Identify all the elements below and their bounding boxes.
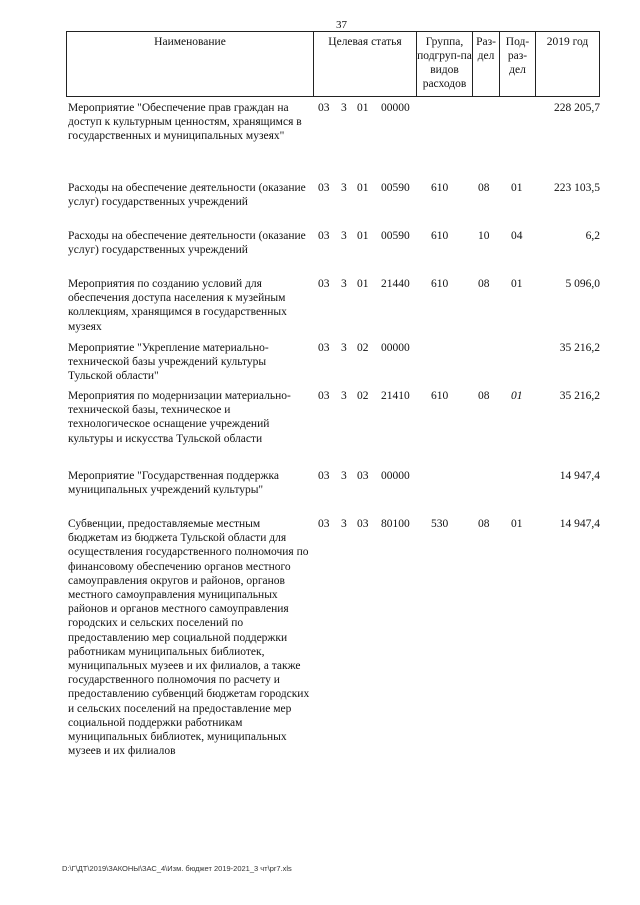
row-amount: 6,2 xyxy=(585,230,600,242)
code-event: 01 xyxy=(357,102,369,114)
code-program: 03 xyxy=(318,390,330,402)
code-subsection: 04 xyxy=(511,230,523,242)
table-row xyxy=(66,101,600,163)
table-row xyxy=(66,181,600,227)
code-subsection: 01 xyxy=(511,518,523,530)
header-year: 2019 год xyxy=(535,32,599,96)
code-subprogram: 3 xyxy=(341,518,347,530)
table-row xyxy=(66,229,600,275)
code-direction: 21440 xyxy=(381,278,410,290)
table-row xyxy=(66,469,600,499)
page-number: 37 xyxy=(336,19,347,31)
code-event: 03 xyxy=(357,518,369,530)
code-program: 03 xyxy=(318,342,330,354)
code-direction: 00000 xyxy=(381,342,410,354)
code-direction: 80100 xyxy=(381,518,410,530)
row-amount: 14 947,4 xyxy=(559,518,600,530)
code-direction: 00590 xyxy=(381,182,410,194)
row-name: Расходы на обеспечение деятельности (оказание услуг) государственных учреждений xyxy=(68,230,306,257)
table-row xyxy=(66,341,600,387)
code-direction: 00000 xyxy=(381,470,410,482)
code-program: 03 xyxy=(318,470,330,482)
code-subprogram: 3 xyxy=(341,182,347,194)
code-subprogram: 3 xyxy=(341,230,347,242)
code-program: 03 xyxy=(318,102,330,114)
code-subprogram: 3 xyxy=(341,390,347,402)
code-subprogram: 3 xyxy=(341,278,347,290)
code-section: 08 xyxy=(478,182,490,194)
code-subprogram: 3 xyxy=(341,342,347,354)
code-event: 01 xyxy=(357,278,369,290)
table-row xyxy=(66,517,600,807)
code-program: 03 xyxy=(318,230,330,242)
code-direction: 00000 xyxy=(381,102,410,114)
row-amount: 5 096,0 xyxy=(565,278,600,290)
row-amount: 223 103,5 xyxy=(554,182,600,194)
code-event: 01 xyxy=(357,182,369,194)
code-event: 01 xyxy=(357,230,369,242)
code-subsection: 01 xyxy=(511,278,523,290)
row-name: Мероприятие "Государственная поддержка муниципальных учреждений культуры" xyxy=(68,470,280,497)
code-event: 02 xyxy=(357,342,369,354)
row-name: Мероприятие "Укрепление материально-технической базы учреждений культуры Тульской области" xyxy=(68,342,269,383)
row-name: Субвенции, предоставляемые местным бюджетам из бюджета Тульской области для осуществления государственного полномочия по финансовому обеспечению органов местного самоуправления округов и районов, органов местного самоуправления муниципальных районов и органов местного самоуправления городских и сельских поселений по предоставлению мер социальной поддержки работникам муниципальных библиотек, муниципальных музеев и их филиалов, а также государственного полномочия по расчету и предоставлению субвенций бюджетам городских и сельских поселений на предоставление мер социальной поддержки работникам муниципальных библиотек, муниципальных музеев и их филиалов xyxy=(68,518,310,758)
row-name: Мероприятия по созданию условий для обеспечения доступа населения к музейным коллекциям, хранящимся в государственных музеях xyxy=(68,278,287,333)
code-subsection: 01 xyxy=(511,182,523,194)
header-target: Целевая статья xyxy=(313,32,416,96)
file-path-footer: D:\Г\ДТ\2019\ЗАКОНЫ\ЗАС_4\Изм. бюджет 2019-2021_3 чт\pr7.xls xyxy=(62,864,292,873)
code-group: 610 xyxy=(431,390,449,402)
header-section: Раз-дел xyxy=(472,32,499,96)
header-group: Группа, подгруп-па видов расходов xyxy=(416,32,472,96)
header-subsection: Под-раз-дел xyxy=(499,32,535,96)
code-subsection: 01 xyxy=(511,390,523,402)
code-program: 03 xyxy=(318,518,330,530)
code-event: 02 xyxy=(357,390,369,402)
table-header xyxy=(66,31,600,97)
code-group: 530 xyxy=(431,518,449,530)
code-program: 03 xyxy=(318,182,330,194)
code-program: 03 xyxy=(318,278,330,290)
row-amount: 14 947,4 xyxy=(559,470,600,482)
code-section: 08 xyxy=(478,518,490,530)
code-subprogram: 3 xyxy=(341,470,347,482)
code-subprogram: 3 xyxy=(341,102,347,114)
code-event: 03 xyxy=(357,470,369,482)
code-group: 610 xyxy=(431,182,449,194)
code-group: 610 xyxy=(431,230,449,242)
code-direction: 21410 xyxy=(381,390,410,402)
row-amount: 228 205,7 xyxy=(554,102,600,114)
row-name: Расходы на обеспечение деятельности (оказание услуг) государственных учреждений xyxy=(68,182,306,209)
row-amount: 35 216,2 xyxy=(559,342,600,354)
code-direction: 00590 xyxy=(381,230,410,242)
row-amount: 35 216,2 xyxy=(559,390,600,402)
code-group: 610 xyxy=(431,278,449,290)
row-name: Мероприятия по модернизации материально-технической базы, техническое и технологическое оснащение учреждений культуры и искусства Тульской области xyxy=(68,390,291,445)
header-name: Наименование xyxy=(154,36,226,48)
table-row xyxy=(66,389,600,467)
table-row xyxy=(66,277,600,339)
code-section: 08 xyxy=(478,278,490,290)
code-section: 08 xyxy=(478,390,490,402)
code-section: 10 xyxy=(478,230,490,242)
row-name: Мероприятие "Обеспечение прав граждан на доступ к культурным ценностям, хранящимся в государственных и муниципальных музеях" xyxy=(68,102,302,143)
